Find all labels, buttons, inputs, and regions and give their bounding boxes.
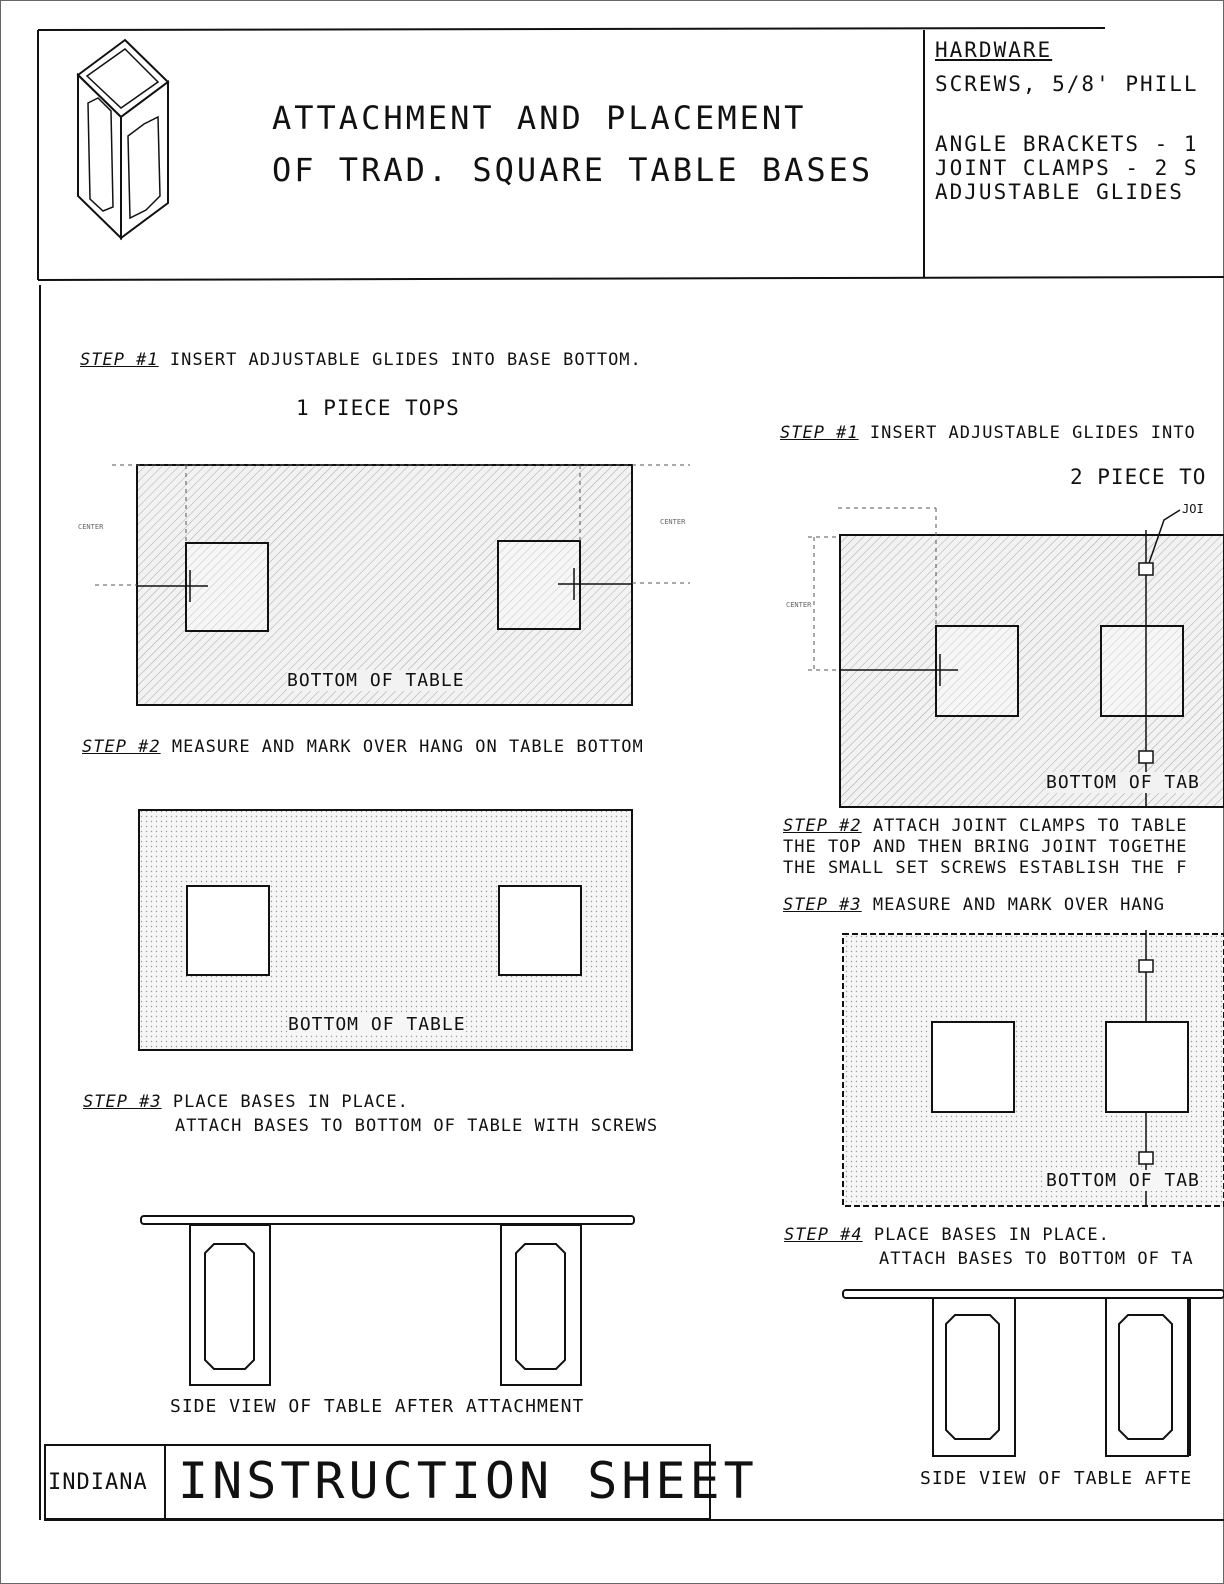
- one-piece-side-view-figure: [141, 1216, 634, 1385]
- sheet-title: [272, 92, 873, 196]
- right-step-2-text-2: THE TOP AND THEN BRING JOINT TOGETHE: [783, 837, 1188, 857]
- sheet-title-line-2: OF TRAD. SQUARE TABLE BASES: [272, 151, 874, 189]
- hardware-item-joint-clamps: JOINT CLAMPS - 2 S: [935, 156, 1199, 180]
- left-center-label-2: CENTER: [660, 518, 686, 526]
- left-step-3-label: STEP #3: [83, 1092, 162, 1112]
- left-step-2: [82, 737, 644, 757]
- right-fig-1-caption: BOTTOM OF TAB: [1046, 772, 1200, 793]
- left-step-3-text-2: ATTACH BASES TO BOTTOM OF TABLE WITH SCREWS: [175, 1116, 659, 1136]
- left-step-3: [83, 1090, 658, 1138]
- right-step-3-label: STEP #3: [783, 895, 862, 915]
- footer-title: INSTRUCTION SHEET: [178, 1452, 758, 1510]
- right-fig-2-caption: BOTTOM OF TAB: [1046, 1170, 1200, 1191]
- right-step-4-text: PLACE BASES IN PLACE.: [873, 1225, 1110, 1245]
- left-fig-1-caption: BOTTOM OF TABLE: [287, 670, 465, 691]
- hardware-item-screws: SCREWS, 5/8' PHILL: [935, 72, 1199, 96]
- right-side-view-caption: SIDE VIEW OF TABLE AFTE: [920, 1468, 1193, 1489]
- table-base-isometric-icon: [78, 40, 168, 238]
- left-step-1-label: STEP #1: [80, 350, 159, 370]
- left-fig-2-caption: BOTTOM OF TABLE: [288, 1014, 466, 1035]
- right-center-label: CENTER: [786, 601, 812, 609]
- right-step-3-text: MEASURE AND MARK OVER HANG: [872, 895, 1166, 915]
- right-step-4-label: STEP #4: [784, 1225, 863, 1245]
- left-side-view-caption: SIDE VIEW OF TABLE AFTER ATTACHMENT: [170, 1396, 585, 1417]
- left-step-1: [80, 350, 642, 370]
- left-step-3-text: PLACE BASES IN PLACE.: [172, 1092, 409, 1112]
- right-step-2-label: STEP #2: [783, 816, 862, 836]
- left-heading: 1 PIECE TOPS: [296, 396, 460, 420]
- right-step-2-text: ATTACH JOINT CLAMPS TO TABLE: [872, 816, 1188, 836]
- right-joint-label: JOI: [1182, 502, 1204, 516]
- one-piece-table-bottom-figure: [95, 465, 690, 705]
- hardware-item-angle-brackets: ANGLE BRACKETS - 1: [935, 132, 1199, 156]
- left-step-1-text: INSERT ADJUSTABLE GLIDES INTO BASE BOTTOM.: [169, 350, 642, 370]
- left-step-2-text: MEASURE AND MARK OVER HANG ON TABLE BOTTOM: [171, 737, 644, 757]
- left-step-2-label: STEP #2: [82, 737, 161, 757]
- two-piece-side-view-figure: [843, 1290, 1224, 1456]
- right-step-4-text-2: ATTACH BASES TO BOTTOM OF TA: [879, 1249, 1194, 1269]
- two-piece-table-bottom-figure: [808, 508, 1224, 807]
- hardware-item-adjustable-glides: ADJUSTABLE GLIDES: [935, 180, 1184, 204]
- brand-logo: INDIANA: [48, 1470, 148, 1495]
- right-step-1: [780, 423, 1196, 443]
- right-step-2: [783, 816, 1187, 879]
- right-step-4: [784, 1223, 1194, 1271]
- right-step-1-text: INSERT ADJUSTABLE GLIDES INTO: [869, 423, 1196, 443]
- sheet-title-line-1: ATTACHMENT AND PLACEMENT: [272, 99, 807, 137]
- two-piece-marked-figure: [843, 930, 1224, 1206]
- hardware-heading: HARDWARE: [935, 38, 1053, 62]
- right-step-2-text-3: THE SMALL SET SCREWS ESTABLISH THE F: [783, 858, 1188, 878]
- left-center-label-1: CENTER: [78, 523, 104, 531]
- right-step-1-label: STEP #1: [780, 423, 859, 443]
- right-heading: 2 PIECE TO: [1070, 465, 1207, 489]
- right-step-3: [783, 895, 1165, 915]
